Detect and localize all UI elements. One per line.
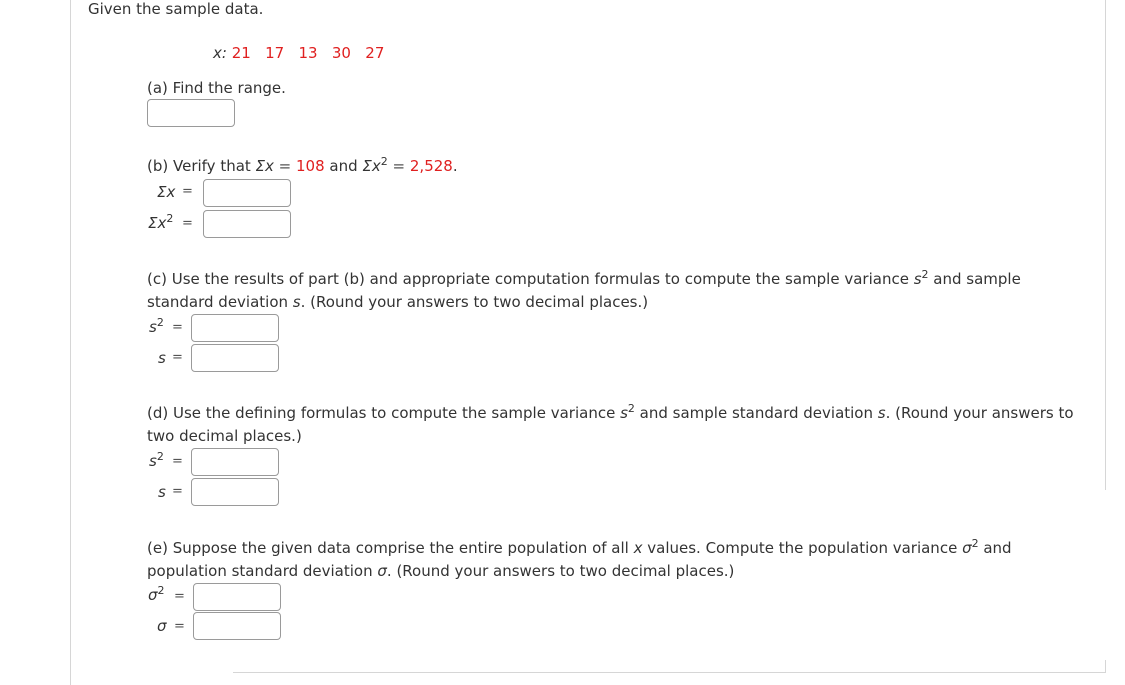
d-variance-input[interactable] <box>191 448 279 476</box>
d-sd-equals: = <box>172 484 183 499</box>
panel-border-corner <box>1105 660 1106 672</box>
sum-x2-label: $\Sigma x^2$ <box>148 212 174 232</box>
part-a-question: (a) Find the range. <box>147 79 286 97</box>
data-values: 21 17 13 30 27 <box>231 44 385 62</box>
d-variance-label: $s^2$ <box>149 450 164 470</box>
c-sd-input[interactable] <box>191 344 279 372</box>
c-variance-input[interactable] <box>191 314 279 342</box>
e-sd-equals: = <box>174 619 185 634</box>
sum-x2-value: 2,528 <box>409 157 453 175</box>
part-b-pre: (b) Verify that <box>147 157 256 175</box>
c-sd-equals: = <box>172 350 183 365</box>
sum-x-label: Σx <box>157 183 176 201</box>
panel-border-right <box>1105 0 1106 490</box>
panel-border-left <box>70 0 71 685</box>
d-sd-input[interactable] <box>191 478 279 506</box>
equals-sign: = <box>273 157 297 175</box>
e-variance-equals: = <box>174 589 185 604</box>
panel-border-bottom <box>233 672 1106 673</box>
intro-text: Given the sample data. <box>88 0 264 18</box>
d-variance-equals: = <box>172 454 183 469</box>
c-variance-equals: = <box>172 320 183 335</box>
sum-x2-symbol: Σx <box>362 157 381 175</box>
period: . <box>452 157 458 175</box>
squared-sup: 2 <box>380 155 388 168</box>
data-label: x: <box>213 44 227 62</box>
data-row <box>213 44 384 62</box>
equals-sign-2: = <box>387 157 410 175</box>
c-sd-label: s <box>158 349 166 367</box>
range-input[interactable] <box>147 99 235 127</box>
sum-x-value: 108 <box>296 157 325 175</box>
sum-x-symbol: Σx <box>255 157 274 175</box>
sum-x2-equals: = <box>182 216 193 231</box>
e-sd-label: σ <box>157 617 167 635</box>
and-text: and <box>324 157 363 175</box>
e-variance-label: $\sigma^2$ <box>148 584 165 604</box>
d-sd-label: s <box>158 483 166 501</box>
part-e-question: (e) Suppose the given data comprise the entire population of all x values. Compute the population variance $\sigma^2$ and population standard deviation σ. (Round your answers to two decimal places.) <box>147 537 1012 580</box>
part-b-question <box>147 157 458 175</box>
sum-x-equals: = <box>182 184 193 199</box>
c-variance-label: $s^2$ <box>149 316 164 336</box>
part-c-question: (c) Use the results of part (b) and appropriate computation formulas to compute the sample variance $s^2$ and sample standard deviation s. (Round your answers to two decimal places.) <box>147 268 1021 311</box>
part-d-question: (d) Use the defining formulas to compute the sample variance $s^2$ and sample standard deviation s. (Round your answers to two decimal places.) <box>147 402 1074 445</box>
sum-x2-input[interactable] <box>203 210 291 238</box>
sum-x-input[interactable] <box>203 179 291 207</box>
e-sd-input[interactable] <box>193 612 281 640</box>
e-variance-input[interactable] <box>193 583 281 611</box>
